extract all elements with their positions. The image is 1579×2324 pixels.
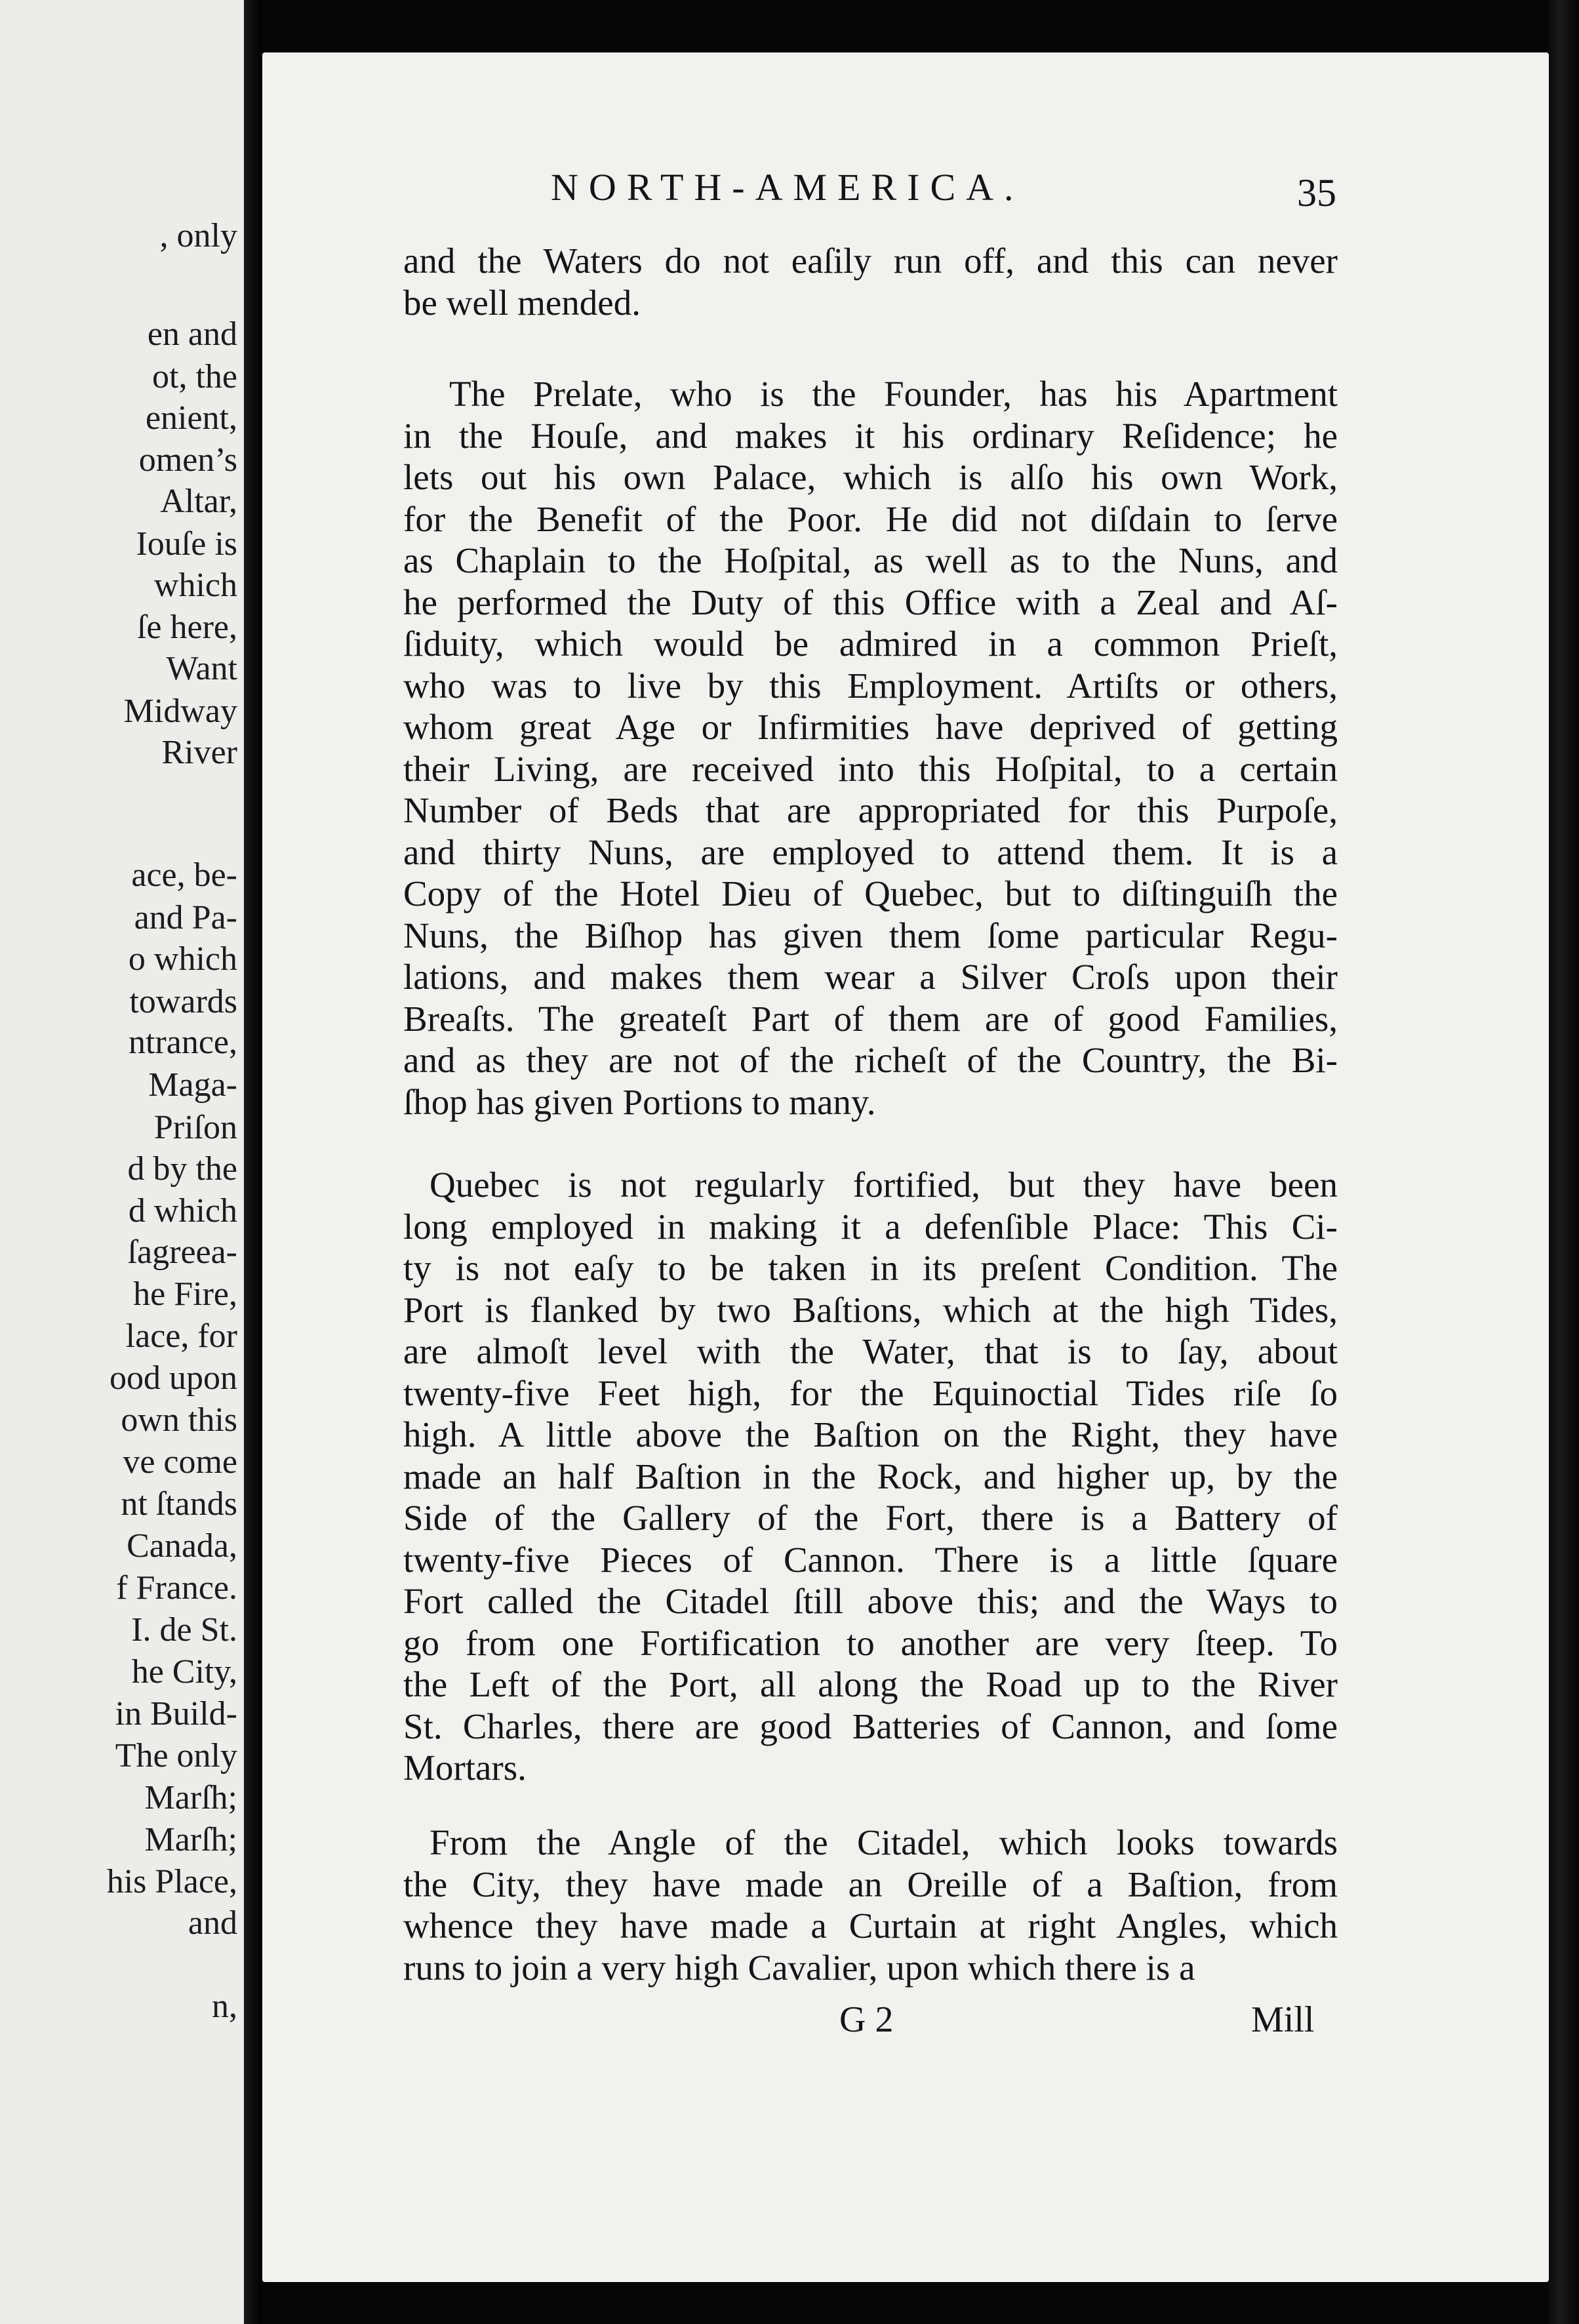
previous-page-line: ood upon <box>110 1359 237 1397</box>
text-line: the City, they have made an Oreille of a Baſtion, from <box>403 1864 1338 1904</box>
text-line: lations, and makes them wear a Silver Croſs upon their <box>403 957 1338 997</box>
book-gutter <box>244 0 262 2324</box>
previous-page-line: o which <box>128 940 237 978</box>
previous-page-line: Marſh; <box>144 1821 237 1858</box>
text-line: St. Charles, there are good Batteries of Cannon, and ſome <box>403 1706 1338 1746</box>
previous-page-line: Canada, <box>127 1527 237 1565</box>
previous-page-line: Midway <box>123 692 237 730</box>
text-line: Fort called the Citadel ſtill above this; and the Ways to <box>403 1581 1338 1621</box>
previous-page-line: nt ſtands <box>121 1485 237 1523</box>
text-line: and the Waters do not eaſily run off, and this can never <box>403 241 1338 281</box>
previous-page-line: own this <box>121 1401 237 1439</box>
text-line: Port is flanked by two Baſtions, which at the high Tides, <box>403 1289 1338 1330</box>
text-line: Side of the Gallery of the Fort, there is a Battery of <box>403 1498 1338 1538</box>
previous-page-line: his Place, <box>106 1863 237 1900</box>
previous-page-line: enient, <box>145 399 237 437</box>
text-line: and thirty Nuns, are employed to attend them. It is a <box>403 831 1338 872</box>
previous-page-line: Maga- <box>148 1066 237 1104</box>
text-line: high. A little above the Baſtion on the Right, they have <box>403 1414 1338 1454</box>
previous-page-line: omen’s <box>138 441 237 479</box>
text-line: Mortars. <box>403 1748 527 1788</box>
previous-page-line: The only <box>115 1737 237 1774</box>
text-line: The Prelate, who is the Founder, has his Apartment <box>449 374 1338 414</box>
text-line: twenty-five Feet high, for the Equinoctial Tides riſe ſo <box>403 1372 1338 1413</box>
page-edge <box>1549 0 1579 2324</box>
text-line: ſiduity, which would be admired in a common Prieſt, <box>403 624 1338 664</box>
text-line: runs to join a very high Cavalier, upon which there is a <box>403 1947 1195 1988</box>
text-line: ſhop has given Portions to many. <box>403 1081 876 1122</box>
text-line: for the Benefit of the Poor. He did not diſdain to ſerve <box>403 498 1338 539</box>
previous-page-line: ntrance, <box>128 1024 237 1061</box>
previous-page-line: Iouſe is <box>136 525 237 563</box>
text-line: whom great Age or Infirmities have deprived of getting <box>403 707 1338 747</box>
previous-page-line: d which <box>128 1192 237 1230</box>
previous-page-line: and Pa- <box>134 899 237 936</box>
previous-page-line: ſagreea- <box>127 1233 237 1271</box>
text-line: as Chaplain to the Hoſpital, as well as to the Nuns, and <box>403 540 1338 580</box>
previous-page-line: he Fire, <box>133 1275 237 1313</box>
text-line: Copy of the Hotel Dieu of Quebec, but to diſtinguiſh the <box>403 873 1338 913</box>
previous-page-line: River <box>161 734 237 771</box>
previous-page-line: ſe here, <box>136 609 237 646</box>
previous-page-line: which <box>153 567 237 604</box>
page-header <box>262 165 1549 224</box>
previous-page-line: en and <box>147 315 237 353</box>
previous-page-line: I. de St. <box>131 1611 237 1649</box>
book-page <box>262 52 1549 2282</box>
text-line: who was to live by this Employment. Artiſts or others, <box>403 665 1338 706</box>
page-number: 35 <box>1297 171 1336 214</box>
previous-page-line: f France. <box>116 1569 237 1607</box>
previous-page-line: towards <box>129 983 237 1020</box>
previous-page-line: d by the <box>127 1150 237 1188</box>
previous-page-line: he City, <box>131 1653 237 1691</box>
text-line: the Left of the Port, all along the Road up to the River <box>403 1664 1338 1704</box>
text-line: and as they are not of the richeſt of the Country, the Bi- <box>403 1040 1338 1080</box>
previous-page-line: and <box>188 1904 237 1942</box>
signature-mark: G 2 <box>839 1999 894 2040</box>
text-line: are almoſt level with the Water, that is to ſay, about <box>403 1331 1338 1371</box>
text-line: made an half Baſtion in the Rock, and higher up, by the <box>403 1456 1338 1496</box>
text-line: go from one Fortification to another are very ſteep. To <box>403 1622 1338 1663</box>
text-line: in the Houſe, and makes it his ordinary Reſidence; he <box>403 415 1338 456</box>
previous-page-line: in Build- <box>115 1695 237 1733</box>
text-line: Breaſts. The greateſt Part of them are of good Families, <box>403 998 1338 1039</box>
previous-page-line: Altar, <box>160 483 237 520</box>
text-line: their Living, are received into this Hoſpital, to a certain <box>403 748 1338 789</box>
previous-page-line: ve come <box>123 1443 237 1481</box>
running-head: NORTH-AMERICA. <box>551 166 1024 209</box>
text-line: long employed in making it a defenſible Place: This Ci- <box>403 1206 1338 1247</box>
text-line: whence they have made a Curtain at right Angles, which <box>403 1906 1338 1946</box>
text-line: lets out his own Palace, which is alſo his own Work, <box>403 457 1338 497</box>
previous-page-line: ot, the <box>152 358 237 395</box>
text-line: ty is not eaſy to be taken in its preſent Condition. The <box>403 1248 1338 1288</box>
previous-page-line: n, <box>212 1988 237 2025</box>
text-line: Number of Beds that are appropriated for this Purpoſe, <box>403 790 1338 830</box>
previous-page-line: lace, for <box>125 1317 237 1355</box>
previous-page-fragment <box>0 0 244 2324</box>
previous-page-line: Priſon <box>153 1109 237 1146</box>
previous-page-line: Want <box>166 650 237 687</box>
text-line: Quebec is not regularly fortified, but they have been <box>430 1165 1338 1205</box>
text-line: From the Angle of the Citadel, which looks towards <box>430 1822 1338 1862</box>
text-line: be well mended. <box>403 282 641 323</box>
text-line: twenty-five Pieces of Cannon. There is a little ſquare <box>403 1539 1338 1580</box>
previous-page-line: , only <box>159 217 237 254</box>
text-line: Nuns, the Biſhop has given them ſome particular Regu- <box>403 915 1338 955</box>
catchword: Mill <box>1251 1999 1315 2040</box>
previous-page-line: Marſh; <box>144 1779 237 1816</box>
previous-page-line: ace, be- <box>131 856 237 894</box>
text-line: he performed the Duty of this Office with a Zeal and Aſ- <box>403 582 1338 622</box>
